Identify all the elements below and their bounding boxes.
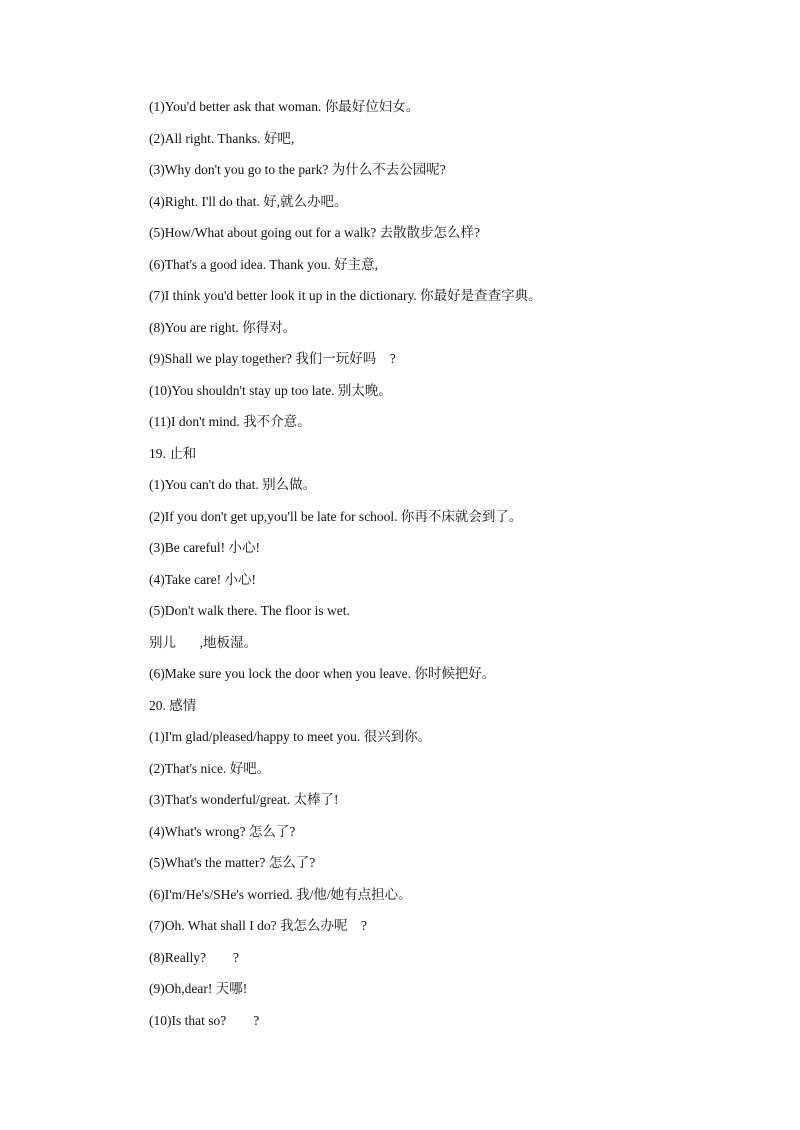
text-line: (1)I'm glad/pleased/happy to meet you. 很兴到你。 <box>149 729 432 744</box>
text-line: (5)Don't walk there. The floor is wet. <box>149 603 350 618</box>
text-line: (3)That's wonderful/great. 太棒了! <box>149 792 339 807</box>
text-line: (2)If you don't get up,you'll be late for school. 你再不床就会到了。 <box>149 508 523 524</box>
text-line: (1)You can't do that. 别么做。 <box>149 477 317 492</box>
text-line: (1)You'd better ask that woman. 你最好位妇女。 <box>149 99 420 114</box>
text-line: (5)What's the matter? 怎么了? <box>149 855 316 870</box>
text-line: (5)How/What about going out for a walk? 去散散步怎么样? <box>149 225 481 240</box>
text-line: (10)You shouldn't stay up too late. 别太晚。 <box>149 382 392 398</box>
text-line: (3)Why don't you go to the park? 为什么不去公园呢? <box>149 162 446 177</box>
text-line: (2)That's nice. 好吧。 <box>149 760 271 776</box>
text-line: (7)Oh. What shall I do? 我怎么办呢 ? <box>149 918 367 933</box>
text-line: (9)Shall we play together? 我们一玩好吗 ? <box>149 351 396 366</box>
text-line: (10)Is that so? ? <box>149 1012 260 1028</box>
text-line: (8)Really? ? <box>149 949 239 965</box>
text-line: (6)That's a good idea. Thank you. 好主意, <box>149 256 379 272</box>
text-line: (11)I don't mind. 我不介意。 <box>149 414 311 429</box>
text-line: 别儿 ,地板湿。 <box>149 634 257 650</box>
text-line: (3)Be careful! 小心! <box>149 540 260 555</box>
text-line: (4)What's wrong? 怎么了? <box>149 823 296 839</box>
text-body <box>149 96 769 1041</box>
section-heading: 19. 止和 <box>149 445 197 461</box>
section-heading: 20. 感情 <box>149 697 197 713</box>
text-line: (4)Right. I'll do that. 好,就么办吧。 <box>149 193 348 209</box>
text-line: (7)I think you'd better look it up in the dictionary. 你最好是查查字典。 <box>149 288 542 303</box>
text-line: (6)I'm/He's/SHe's worried. 我/他/她有点担心。 <box>149 886 412 902</box>
text-line: (2)All right. Thanks. 好吧, <box>149 130 295 146</box>
text-line: (8)You are right. 你得对。 <box>149 319 297 335</box>
text-line: (4)Take care! 小心! <box>149 571 256 587</box>
text-line: (9)Oh,dear! 天哪! <box>149 981 248 996</box>
text-line: (6)Make sure you lock the door when you leave. 你时候把好。 <box>149 666 496 681</box>
